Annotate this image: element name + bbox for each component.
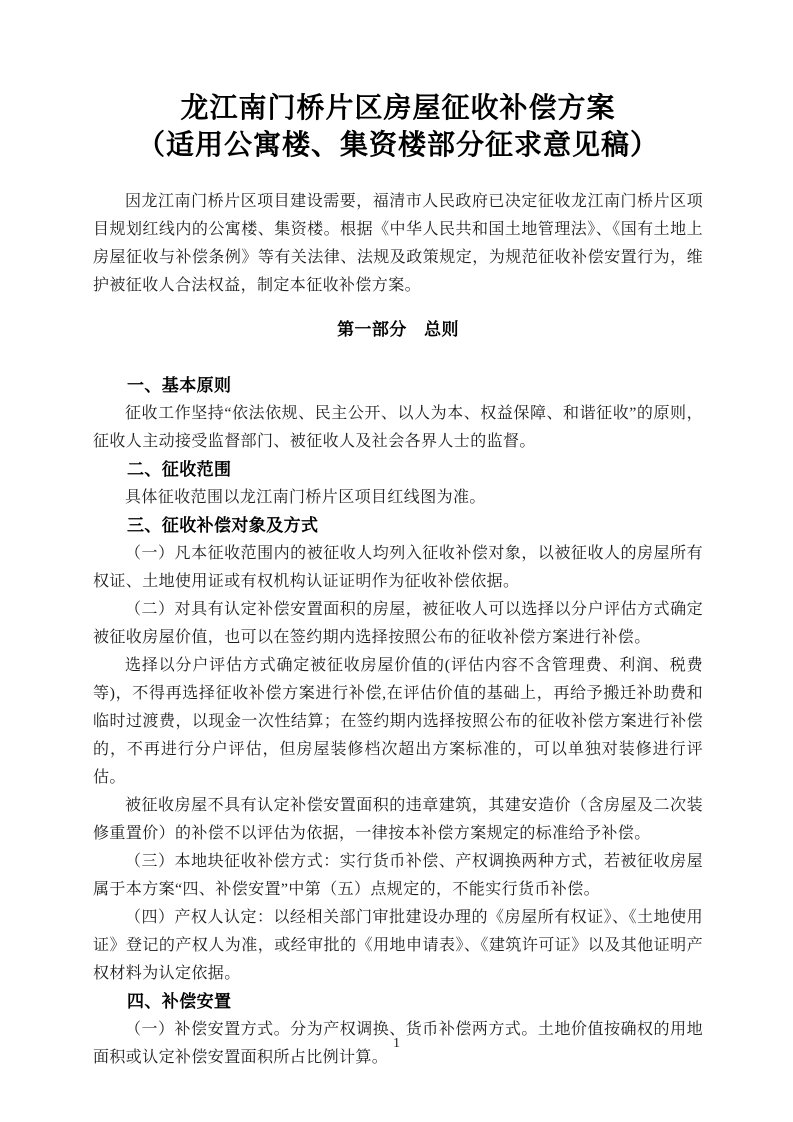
intro-paragraph: 因龙江南门桥片区项目建设需要，福清市人民政府已决定征收龙江南门桥片区项目规划红线内的公寓楼、集资楼。根据《中华人民共和国土地管理法》、《国有土地上房屋征收与补偿条例》等有关法律、法规及政策规定，为规范征收补偿安置行为，维护被征收人合法权益，制定本征收补偿方案。	[93, 193, 703, 294]
section-3-paragraph-2: （二）对具有认定补偿安置面积的房屋，被征收人可以选择以分户评估方式确定被征收房屋价值，也可以在签约期内选择按照公布的征收补偿方案进行补偿。	[93, 601, 703, 646]
part1-heading: 第一部分 总则	[337, 320, 459, 339]
page-number: 1	[393, 1036, 400, 1051]
section-1-heading: 一、基本原则	[127, 376, 232, 395]
section-4-heading: 四、补偿安置	[127, 992, 232, 1011]
section-3-paragraph-1: （一）凡本征收范围内的被征收人均列入征收补偿对象，以被征收人的房屋所有权证、土地使用证或有权机构认证证明作为征收补偿依据。	[93, 545, 703, 590]
section-3-heading: 三、征收补偿对象及方式	[127, 516, 319, 535]
section-1-paragraph-1: 征收工作坚持“依法依规、民主公开、以人为本、权益保障、和谐征收”的原则，征收人主动接受监督部门、被征收人及社会各界人士的监督。	[93, 405, 703, 450]
section-3-paragraph-4: 被征收房屋不具有认定补偿安置面积的违章建筑，其建安造价（含房屋及二次装修重置价）的补偿不以评估为依据，一律按本补偿方案规定的标准给予补偿。	[93, 797, 703, 842]
document-title-line-2: （适用公寓楼、集资楼部分征求意见稿）	[136, 130, 659, 161]
section-2-heading: 二、征收范围	[127, 460, 232, 479]
section-2-paragraph-1: 具体征收范围以龙江南门桥片区项目红线图为准。	[125, 489, 486, 506]
section-3-paragraph-3: 选择以分户评估方式确定被征收房屋价值的(评估内容不含管理费、利润、税费等)，不得再选择征收补偿方案进行补偿,在评估价值的基础上，再给予搬迁补助费和临时过渡费，以现金一次性结算；在签约期内选择按照公布的征收补偿方案进行补偿的，不再进行分户评估，但房屋装修档次超出方案标准的，可以单独对装修进行评估。	[93, 657, 703, 786]
document-title-line-1: 龙江南门桥片区房屋征收补偿方案	[180, 93, 616, 124]
section-3-paragraph-6: （四）产权人认定：以经相关部门审批建设办理的《房屋所有权证》、《土地使用证》登记的产权人为准，或经审批的《用地申请表》、《建筑许可证》以及其他证明产权材料为认定依据。	[93, 909, 703, 982]
document-title	[93, 90, 703, 164]
section-3-paragraph-5: （三）本地块征收补偿方式：实行货币补偿、产权调换两种方式，若被征收房屋属于本方案“四、补偿安置”中第（五）点规定的，不能实行货币补偿。	[93, 853, 703, 898]
section-4-paragraph-1: （一）补偿安置方式。分为产权调换、货币补偿两方式。土地价值按确权的用地面积或认定补偿安置面积所占比例计算。	[93, 1021, 703, 1066]
